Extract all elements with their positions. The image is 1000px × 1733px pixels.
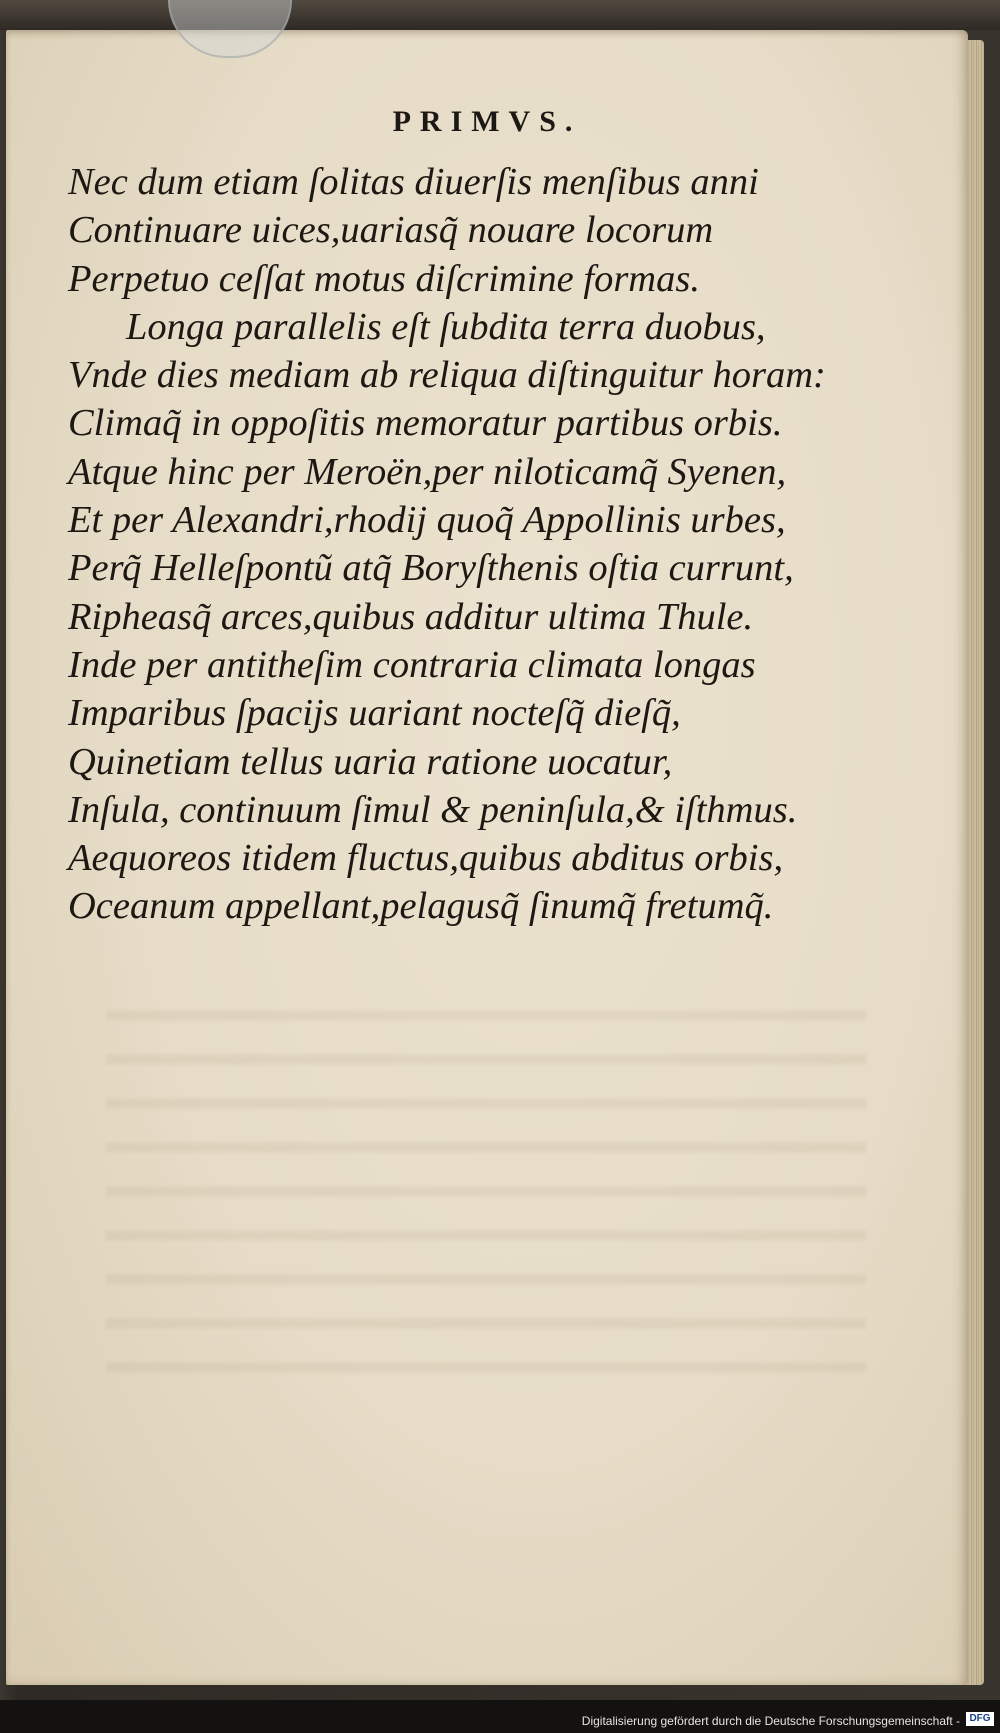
verse-line: Perq̃ Helleſpontũ atq̃ Boryſthenis oſtia currunt, xyxy=(68,547,794,590)
dfg-logo: DFG xyxy=(966,1712,994,1726)
verse-line: Et per Alexandri,rhodij quoq̃ Appollinis urbes, xyxy=(68,499,786,542)
show-through-text xyxy=(106,980,866,1400)
verse-line: Vnde dies mediam ab reliqua diſtinguitur horam: xyxy=(68,354,826,397)
book-binding-top xyxy=(0,0,1000,30)
book-page xyxy=(6,30,968,1685)
verse-line: Ripheasq̃ arces,quibus additur ultima Thule. xyxy=(68,595,754,638)
verse-line: Oceanum appellant,pelagusq̃ ſinumq̃ fretumq̃. xyxy=(68,885,774,928)
running-head: PRIMVS. xyxy=(392,105,582,138)
verse-line: Inſula, continuum ſimul & peninſula,& iſthmus. xyxy=(68,788,798,831)
verse-line: Inde per antitheſim contraria climata longas xyxy=(68,643,756,686)
verse-line: Perpetuo ceſſat motus diſcrimine formas. xyxy=(68,257,700,300)
verse-line: Aequoreos itidem fluctus,quibus abditus orbis, xyxy=(68,837,784,880)
verse-line: Atque hinc per Meroën,per niloticamq̃ Syenen, xyxy=(68,450,787,493)
verse-block xyxy=(68,158,948,931)
verse-line: Climaq̃ in oppoſitis memoratur partibus orbis. xyxy=(68,402,783,445)
verse-line: Nec dum etiam ſolitas diuerſis menſibus anni xyxy=(68,161,759,203)
verse-line: Longa parallelis eſt ſubdita terra duobus, xyxy=(126,305,766,348)
verse-line: Continuare uices,uariasq̃ nouare locorum xyxy=(68,209,714,252)
verse-line: Quinetiam tellus uaria ratione uocatur, xyxy=(68,740,673,783)
verse-line: Imparibus ſpacijs uariant nocteſq̃ dieſq̃, xyxy=(68,692,681,735)
digitization-credit: Digitalisierung gefördert durch die Deutsche Forschungsgemeinschaft - xyxy=(581,1714,960,1728)
